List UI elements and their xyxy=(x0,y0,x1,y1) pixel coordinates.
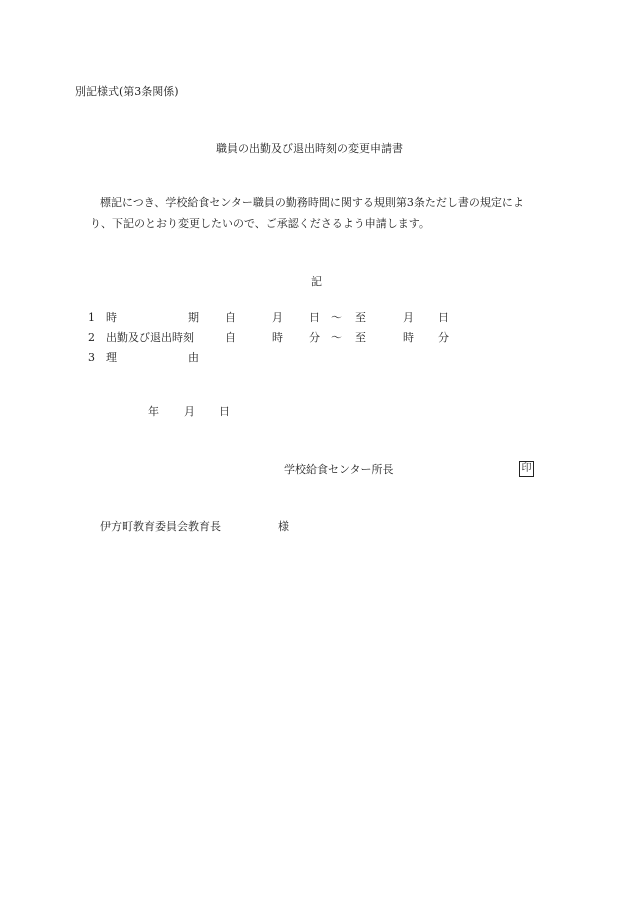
from-label: 自 xyxy=(225,331,236,344)
form-reference: 別記様式(第3条関係) xyxy=(75,85,179,98)
unit-label: 時 xyxy=(403,331,414,344)
from-label: 自 xyxy=(225,311,236,324)
unit-label: 日 xyxy=(438,311,449,324)
unit-label: 分 xyxy=(309,331,320,344)
item-number: 1 xyxy=(88,311,95,324)
unit-label: 日 xyxy=(309,311,320,324)
item-label: 出勤及び退出時刻 xyxy=(106,331,194,344)
seal-mark: 印 xyxy=(519,461,534,477)
to-label: 至 xyxy=(355,331,366,344)
body-text-line-2: り、下記のとおり変更したいので、ご承認くださるよう申請します。 xyxy=(90,217,430,230)
date-line xyxy=(0,405,630,419)
item-number: 3 xyxy=(88,351,95,364)
item-label-part: 時 xyxy=(106,311,117,324)
applicant-title: 学校給食センター所長 xyxy=(284,463,394,476)
addressee-name: 伊方町教育委員会教育長 xyxy=(100,520,221,533)
ki-heading: 記 xyxy=(311,275,322,288)
tilde-mark: 〜 xyxy=(331,311,342,324)
day-label: 日 xyxy=(219,405,230,418)
unit-label: 月 xyxy=(272,311,283,324)
month-label: 月 xyxy=(184,405,195,418)
body-text-line-1: 標記につき、学校給食センター職員の勤務時間に関する規則第3条ただし書の規定によ xyxy=(100,196,524,209)
unit-label: 分 xyxy=(438,331,449,344)
unit-label: 月 xyxy=(403,311,414,324)
tilde-mark: 〜 xyxy=(331,331,342,344)
item-label-part: 理 xyxy=(106,351,117,364)
item-row-reason xyxy=(0,351,630,365)
year-label: 年 xyxy=(148,405,159,418)
to-label: 至 xyxy=(355,311,366,324)
item-number: 2 xyxy=(88,331,95,344)
item-row-period xyxy=(0,311,630,325)
item-label-part: 期 xyxy=(188,311,199,324)
unit-label: 時 xyxy=(272,331,283,344)
item-label-part: 由 xyxy=(188,351,199,364)
item-row-times xyxy=(0,331,630,345)
addressee-honorific: 様 xyxy=(278,520,289,533)
document-title: 職員の出勤及び退出時刻の変更申請書 xyxy=(216,142,403,155)
